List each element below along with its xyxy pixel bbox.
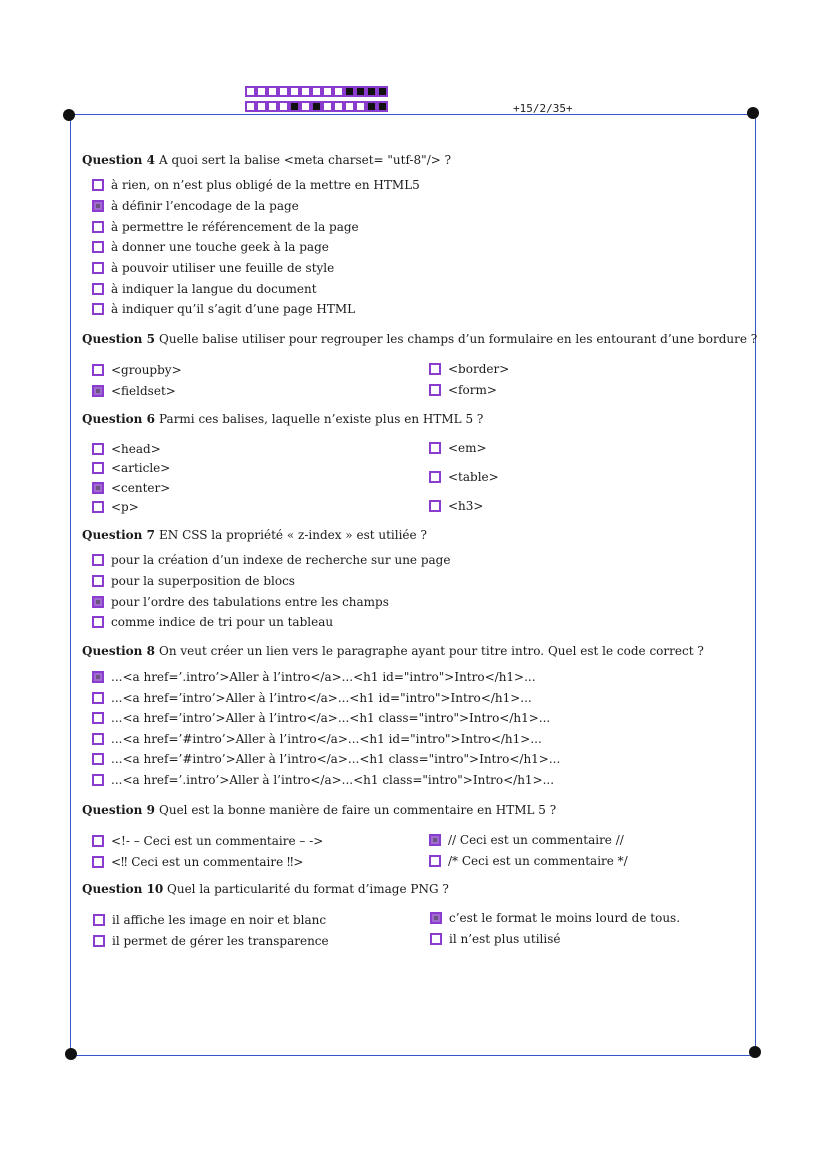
checkbox[interactable] — [92, 575, 104, 587]
checkbox[interactable] — [92, 692, 104, 704]
answer-label: ...<a href=’.intro’>Aller à l’intro</a>...<h1 class="intro">Intro</h1>... — [111, 773, 555, 787]
code-cell — [311, 86, 322, 97]
checkbox[interactable] — [92, 671, 104, 683]
answer-option[interactable] — [92, 752, 560, 766]
checkbox[interactable] — [92, 733, 104, 745]
code-cell — [267, 86, 278, 97]
answer-option[interactable] — [92, 220, 359, 234]
answer-option[interactable] — [92, 261, 334, 275]
checkbox[interactable] — [92, 501, 104, 513]
code-cell — [366, 86, 377, 97]
checkbox[interactable] — [92, 443, 104, 455]
corner-marker-top-right — [747, 107, 759, 119]
answer-option[interactable] — [92, 773, 554, 787]
answer-option[interactable] — [92, 691, 532, 705]
checkbox[interactable] — [92, 364, 104, 376]
checkbox[interactable] — [92, 303, 104, 315]
answer-option[interactable] — [92, 834, 323, 848]
answer-option[interactable] — [92, 363, 182, 377]
answer-label: ...<a href=’#intro’>Aller à l’intro</a>...<h1 class="intro">Intro</h1>... — [111, 752, 561, 766]
answer-option[interactable] — [92, 500, 139, 514]
binary-code-row-1 — [245, 86, 388, 96]
answer-option[interactable] — [92, 615, 333, 629]
answer-option[interactable] — [92, 282, 317, 296]
code-cell — [278, 86, 289, 97]
page-identifier: +15/2/35+ — [513, 102, 573, 115]
answer-label: pour l’ordre des tabulations entre les champs — [111, 595, 389, 609]
checkbox[interactable] — [92, 385, 104, 397]
answer-option[interactable] — [92, 732, 542, 746]
answer-label: <!- – Ceci est un commentaire – -> — [111, 834, 324, 848]
code-cell — [300, 101, 311, 112]
answer-label: à rien, on n’est plus obligé de la mettre en HTML5 — [111, 178, 420, 192]
code-cell — [300, 86, 311, 97]
question-label: Question 4 — [82, 153, 155, 167]
answer-label: il permet de gérer les transparence — [112, 934, 329, 948]
checkbox[interactable] — [430, 933, 442, 945]
checkbox[interactable] — [93, 935, 105, 947]
question-heading — [82, 153, 451, 167]
question-heading — [82, 803, 556, 817]
checkbox[interactable] — [92, 179, 104, 191]
answer-label: c’est le format le moins lourd de tous. — [449, 911, 681, 925]
code-cell — [355, 86, 366, 97]
answer-option[interactable] — [429, 441, 487, 455]
answer-label: comme indice de tri pour un tableau — [111, 615, 334, 629]
code-cell — [256, 101, 267, 112]
checkbox[interactable] — [92, 596, 104, 608]
answer-option[interactable] — [92, 670, 536, 684]
answer-option[interactable] — [430, 911, 680, 925]
code-cell — [355, 101, 366, 112]
answer-label: il affiche les image en noir et blanc — [112, 913, 327, 927]
code-cell — [377, 101, 388, 112]
answer-label: <article> — [111, 461, 171, 475]
checkbox[interactable] — [92, 774, 104, 786]
question-label: Question 6 — [82, 412, 155, 426]
checkbox[interactable] — [429, 384, 441, 396]
answer-option[interactable] — [92, 199, 299, 213]
question-text: Quelle balise utiliser pour regrouper les champs d’un formulaire en les entourant d’une bordure ? — [159, 332, 758, 346]
code-cell — [333, 86, 344, 97]
checkbox[interactable] — [93, 914, 105, 926]
corner-marker-top-left — [63, 109, 75, 121]
question-text: Quel est la bonne manière de faire un commentaire en HTML 5 ? — [159, 803, 557, 817]
answer-label: <head> — [111, 442, 161, 456]
answer-label: à indiquer la langue du document — [111, 282, 317, 296]
answer-option[interactable] — [92, 384, 176, 398]
code-cell — [289, 86, 300, 97]
code-cell — [322, 101, 333, 112]
answer-option[interactable] — [93, 913, 326, 927]
checkbox[interactable] — [429, 442, 441, 454]
checkbox[interactable] — [430, 912, 442, 924]
answer-label: à pouvoir utiliser une feuille de style — [111, 261, 335, 275]
answer-option[interactable] — [429, 854, 628, 868]
answer-label: ...<a href=’#intro’>Aller à l’intro</a>...<h1 id="intro">Intro</h1>... — [111, 732, 542, 746]
answer-label: <em> — [448, 441, 487, 455]
question-text: Parmi ces balises, laquelle n’existe plus en HTML 5 ? — [159, 412, 484, 426]
answer-label: <‼ Ceci est un commentaire ‼> — [111, 855, 304, 869]
answer-label: pour la superposition de blocs — [111, 574, 295, 588]
answer-option[interactable] — [92, 302, 355, 316]
checkbox[interactable] — [92, 283, 104, 295]
checkbox[interactable] — [92, 221, 104, 233]
answer-label: <fieldset> — [111, 384, 176, 398]
answer-option[interactable] — [92, 553, 450, 567]
code-cell — [311, 101, 322, 112]
answer-option[interactable] — [429, 833, 624, 847]
question-heading — [82, 412, 483, 426]
code-cell — [333, 101, 344, 112]
corner-marker-bottom-right — [749, 1046, 761, 1058]
answer-option[interactable] — [92, 711, 550, 725]
checkbox[interactable] — [92, 262, 104, 274]
checkbox[interactable] — [429, 855, 441, 867]
answer-option[interactable] — [92, 442, 161, 456]
code-cell — [289, 101, 300, 112]
answer-label: <center> — [111, 481, 171, 495]
question-heading — [82, 644, 704, 658]
question-heading — [82, 332, 757, 346]
answer-label: à donner une touche geek à la page — [111, 240, 329, 254]
checkbox[interactable] — [429, 500, 441, 512]
question-text: Quel la particularité du format d’image PNG ? — [167, 882, 449, 896]
checkbox[interactable] — [92, 835, 104, 847]
answer-label: <form> — [448, 383, 497, 397]
answer-label: <table> — [448, 470, 499, 484]
code-cell — [256, 86, 267, 97]
answer-label: ...<a href=’intro’>Aller à l’intro</a>...<h1 class="intro">Intro</h1>... — [111, 711, 551, 725]
question-label: Question 5 — [82, 332, 155, 346]
answer-option[interactable] — [429, 383, 497, 397]
question-label: Question 10 — [82, 882, 164, 896]
code-cell — [344, 86, 355, 97]
answer-option[interactable] — [429, 470, 499, 484]
answer-label: à permettre le référencement de la page — [111, 220, 359, 234]
answer-option[interactable] — [92, 240, 329, 254]
answer-option[interactable] — [92, 595, 389, 609]
question-label: Question 8 — [82, 644, 155, 658]
answer-label: <groupby> — [111, 363, 182, 377]
code-cell — [322, 86, 333, 97]
checkbox[interactable] — [429, 363, 441, 375]
question-text: A quoi sert la balise <meta charset= "utf-8"/> ? — [159, 153, 452, 167]
answer-option[interactable] — [430, 932, 560, 946]
checkbox[interactable] — [429, 471, 441, 483]
corner-marker-bottom-left — [65, 1048, 77, 1060]
answer-label: ...<a href=’intro’>Aller à l’intro</a>...<h1 id="intro">Intro</h1>... — [111, 691, 532, 705]
code-cell — [377, 86, 388, 97]
question-heading — [82, 528, 427, 542]
answer-option[interactable] — [92, 574, 295, 588]
answer-label: <border> — [448, 362, 510, 376]
checkbox[interactable] — [92, 554, 104, 566]
answer-option[interactable] — [92, 461, 170, 475]
answer-option[interactable] — [92, 855, 303, 869]
checkbox[interactable] — [92, 856, 104, 868]
code-cell — [366, 101, 377, 112]
answer-option[interactable] — [92, 481, 170, 495]
code-cell — [267, 101, 278, 112]
code-cell — [245, 86, 256, 97]
checkbox[interactable] — [92, 753, 104, 765]
question-text: EN CSS la propriété « z-index » est utiliée ? — [159, 528, 427, 542]
answer-label: <h3> — [448, 499, 484, 513]
checkbox[interactable] — [429, 834, 441, 846]
answer-label: // Ceci est un commentaire // — [448, 833, 624, 847]
question-label: Question 7 — [82, 528, 155, 542]
binary-code-row-2 — [245, 101, 388, 111]
answer-label: à indiquer qu’il s’agit d’une page HTML — [111, 302, 356, 316]
answer-option[interactable] — [93, 934, 329, 948]
answer-label: à définir l’encodage de la page — [111, 199, 299, 213]
checkbox[interactable] — [92, 200, 104, 212]
code-cell — [344, 101, 355, 112]
question-text: On veut créer un lien vers le paragraphe ayant pour titre intro. Quel est le code correct ? — [159, 644, 704, 658]
code-cell — [278, 101, 289, 112]
question-heading — [82, 882, 449, 896]
answer-option[interactable] — [429, 362, 509, 376]
answer-label: il n’est plus utilisé — [449, 932, 561, 946]
code-cell — [245, 101, 256, 112]
answer-label: ...<a href=’.intro’>Aller à l’intro</a>...<h1 id="intro">Intro</h1>... — [111, 670, 536, 684]
checkbox[interactable] — [92, 462, 104, 474]
answer-option[interactable] — [429, 499, 483, 513]
answer-option[interactable] — [92, 178, 420, 192]
checkbox[interactable] — [92, 241, 104, 253]
checkbox[interactable] — [92, 482, 104, 494]
answer-label: <p> — [111, 500, 139, 514]
answer-label: pour la création d’un indexe de recherche sur une page — [111, 553, 451, 567]
checkbox[interactable] — [92, 712, 104, 724]
answer-label: /* Ceci est un commentaire */ — [448, 854, 628, 868]
checkbox[interactable] — [92, 616, 104, 628]
question-label: Question 9 — [82, 803, 155, 817]
